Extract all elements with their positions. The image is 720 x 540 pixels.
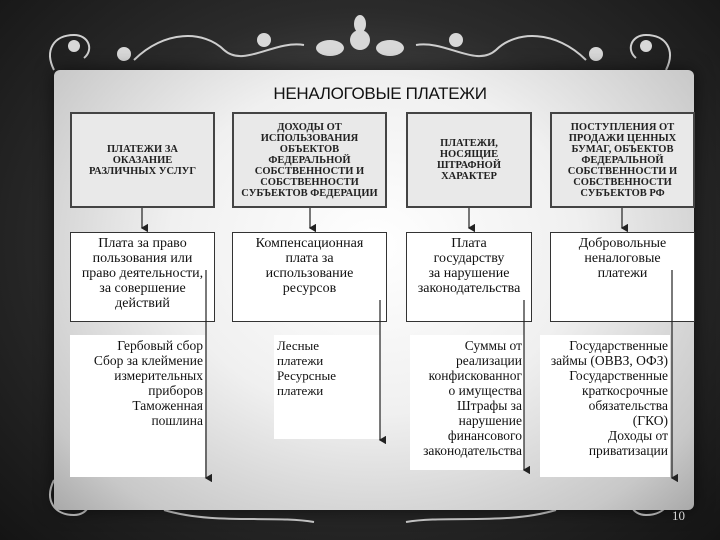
header-line: ИСПОЛЬЗОВАНИЯ: [260, 132, 359, 144]
slide-title: НЕНАЛОГОВЫЕ ПЛАТЕЖИ: [273, 84, 487, 103]
lower-box-securities: [540, 335, 670, 477]
middle-box-voluntary: [550, 232, 695, 322]
header-text: [241, 122, 377, 199]
middle-line: платежи: [597, 266, 648, 281]
middle-line: законодательства: [417, 281, 521, 296]
page-number: 10: [672, 508, 685, 523]
header-text: [89, 144, 196, 177]
lower-line: о имущества: [448, 383, 522, 398]
header-box-services: [70, 112, 215, 208]
lower-line: Государственные: [569, 338, 668, 353]
lower-line: краткосрочные: [581, 383, 668, 398]
middle-line: неналоговые: [584, 251, 661, 266]
lower-line: финансового: [447, 428, 522, 443]
lower-line: Государственные: [569, 368, 668, 383]
lower-line: Ресурсные: [277, 368, 336, 383]
lower-line: реализации: [456, 353, 522, 368]
lower-line: Гербовый сбор: [117, 338, 203, 353]
lower-line: обязательства: [588, 398, 668, 413]
header-line: СУБЪЕКТОВ РФ: [580, 187, 665, 199]
lower-line: платежи: [277, 353, 324, 368]
header-text: [568, 122, 677, 199]
middle-line: ресурсов: [282, 281, 337, 296]
lower-line: Таможенная: [132, 398, 203, 413]
header-line: ДОХОДЫ ОТ: [277, 121, 342, 133]
middle-line: за совершение: [99, 281, 186, 296]
middle-box-state-payment: [406, 232, 532, 322]
lower-line: Суммы от: [464, 338, 522, 353]
middle-box-compensation: [232, 232, 387, 322]
middle-box-services: [70, 232, 215, 322]
header-line: БУМАГ, ОБЪЕКТОВ: [571, 143, 674, 155]
lower-line: приватизации: [588, 443, 668, 458]
lower-box-resources: [274, 335, 380, 439]
lower-line: Доходы от: [607, 428, 668, 443]
middle-line: Добровольные: [578, 236, 667, 251]
lower-line: законодательства: [423, 443, 522, 458]
header-line: СОБСТВЕННОСТИ И: [254, 165, 365, 177]
header-line: НОСЯЩИЕ: [439, 149, 499, 160]
middle-line: плата за: [285, 251, 334, 266]
header-line: ПЛАТЕЖИ,: [440, 138, 498, 149]
header-text: [437, 138, 501, 182]
lower-line: пошлина: [151, 413, 203, 428]
middle-line: Плата: [451, 236, 487, 251]
lower-line: приборов: [148, 383, 203, 398]
header-box-securities-sales: [550, 112, 695, 208]
header-box-property-income: [232, 112, 387, 208]
lower-line: Штрафы за: [457, 398, 522, 413]
header-box-penalties: [406, 112, 532, 208]
lower-line: измерительных: [114, 368, 203, 383]
lower-box-services: [70, 335, 205, 477]
lower-line: Лесные: [277, 338, 320, 353]
header-line: ПОСТУПЛЕНИЯ ОТ: [570, 121, 675, 133]
header-line: ПЛАТЕЖИ ЗА: [107, 143, 178, 155]
middle-line: за нарушение: [428, 266, 510, 281]
header-line: СОБСТВЕННОСТИ И: [567, 165, 678, 177]
header-line: ОБЪЕКТОВ: [279, 143, 340, 155]
header-line: РАЗЛИЧНЫХ УСЛУГ: [88, 165, 197, 177]
lower-line: займы (ОВВЗ, ОФЗ): [550, 353, 668, 368]
lower-box-penalties: [410, 335, 524, 470]
header-line: ФЕДЕРАЛЬНОЙ: [581, 154, 664, 166]
lower-line: платежи: [277, 383, 324, 398]
middle-line: пользования или: [92, 251, 193, 266]
middle-line: действий: [115, 296, 170, 311]
middle-line: государству: [433, 251, 505, 266]
header-line: ШТРАФНОЙ: [436, 160, 502, 171]
lower-line: (ГКО): [632, 413, 668, 428]
lower-line: нарушение: [458, 413, 522, 428]
header-line: ПРОДАЖИ ЦЕННЫХ: [568, 132, 677, 144]
header-line: ХАРАКТЕР: [441, 171, 497, 182]
lower-line: Сбор за клеймение: [93, 353, 203, 368]
lower-line: конфискованног: [428, 368, 522, 383]
middle-line: Плата за право: [98, 236, 187, 251]
header-line: ФЕДЕРАЛЬНОЙ: [268, 154, 351, 166]
middle-line: использование: [265, 266, 354, 281]
header-line: ОКАЗАНИЕ: [112, 154, 173, 166]
header-line: СОБСТВЕННОСТИ: [260, 176, 359, 188]
header-line: СУБЪЕКТОВ ФЕДЕРАЦИИ: [241, 187, 378, 199]
middle-line: Компенсационная: [255, 236, 364, 251]
header-line: СОБСТВЕННОСТИ: [573, 176, 672, 188]
middle-line: право деятельности,: [81, 266, 204, 281]
